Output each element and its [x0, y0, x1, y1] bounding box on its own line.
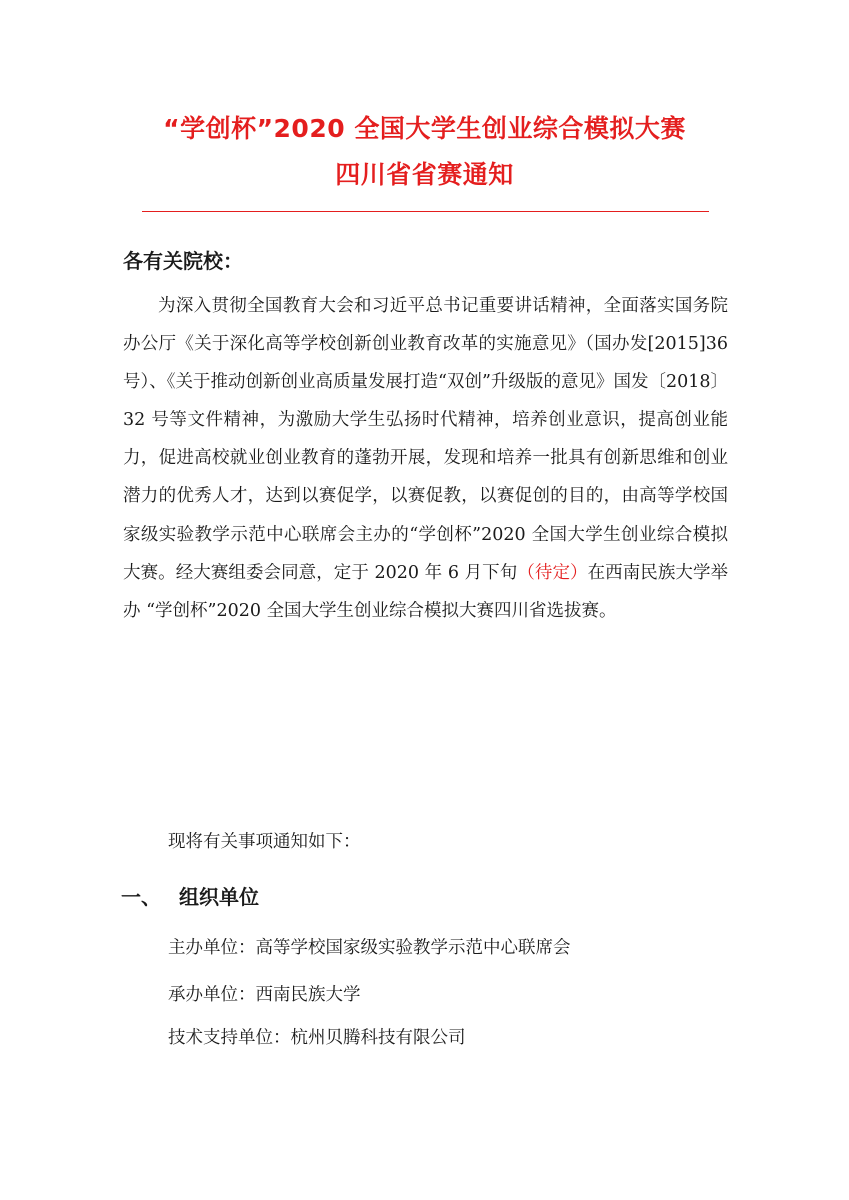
notice-line: 现将有关事项通知如下： — [168, 832, 361, 852]
section-number: 一、 — [121, 885, 161, 909]
title-divider — [142, 211, 709, 212]
organizer-undertaker: 承办单位：西南民族大学 — [168, 985, 361, 1005]
organizer-host: 主办单位：高等学校国家级实验教学示范中心联席会 — [168, 938, 571, 958]
section-heading-organizers — [121, 881, 259, 910]
paragraph-text-main: 为深入贯彻全国教育大会和习近平总书记重要讲话精神，全面落实国务院办公厅《关于深化高等学校创新创业教育改革的实施意见》（国办发[2015]36 号）、《关于推动创新创业高质量发展打造“双创”升级版的意见》国发〔2018〕32 号等文件精神，为激励大学生弘扬时代精神，培养创业意识，提高创业能力，促进高校就业创业教育的蓬勃开展，发现和培养一批具有创新思维和创业潜力的优秀人才，达到以赛促学，以赛促教，以赛促创的目的，由高等学校国家级实验教学示范中心联席会主办的“学创杯”2020 全国大学生创业综合模拟大赛。经大赛组委会同意，定于 2020 年 6 月下旬 — [123, 296, 728, 583]
body-paragraph — [123, 287, 728, 630]
paragraph-tbd-note: （待定） — [517, 562, 588, 583]
document-title-line-1: “学创杯”2020 全国大学生创业综合模拟大赛 — [163, 114, 686, 143]
document-title-line-2: 四川省省赛通知 — [335, 160, 514, 189]
paragraph-text-end: 在西南民族大学举办 “学创杯”2020 全国大学生创业综合模拟大赛四川省选拔赛。 — [123, 562, 729, 621]
organizer-tech-support: 技术支持单位：杭州贝腾科技有限公司 — [168, 1028, 466, 1048]
section-title: 组织单位 — [179, 885, 259, 909]
salutation: 各有关院校： — [123, 249, 243, 273]
